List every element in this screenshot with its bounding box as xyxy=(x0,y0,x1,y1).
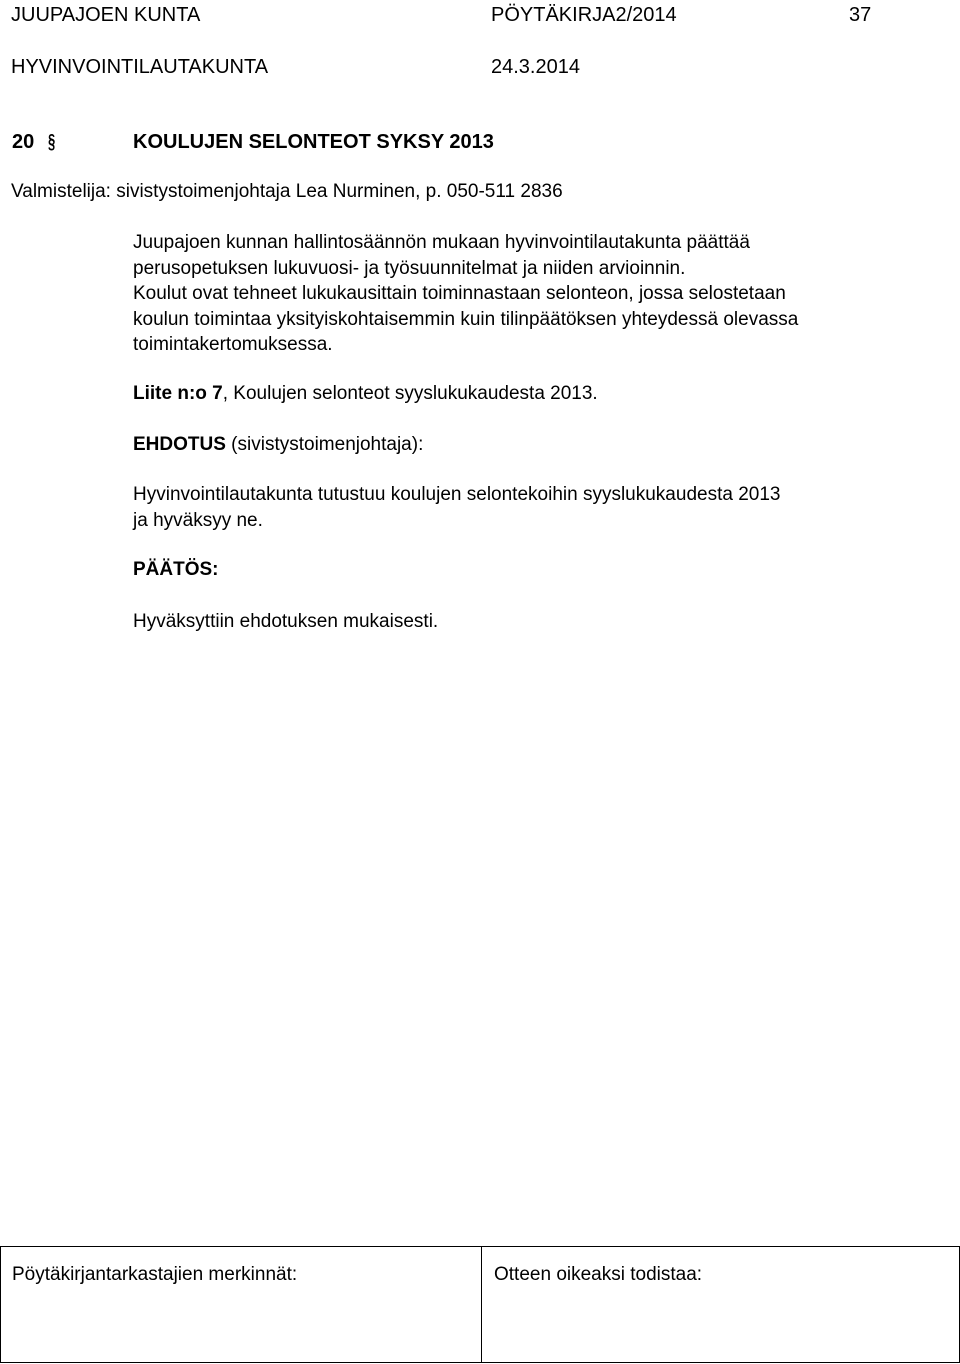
signature-box-divider xyxy=(481,1247,482,1362)
attachment-line xyxy=(133,381,933,407)
proposal-heading xyxy=(133,432,933,458)
section-number: 20 xyxy=(12,131,35,153)
board-name: HYVINVOINTILAUTAKUNTA xyxy=(11,56,269,78)
document-type: PÖYTÄKIRJA2/2014 xyxy=(491,4,677,26)
meeting-date: 24.3.2014 xyxy=(491,56,580,78)
proposal-line: ja hyväksyy ne. xyxy=(133,509,263,531)
signature-box xyxy=(0,1246,960,1363)
proposal-label: EHDOTUS xyxy=(133,434,226,455)
decision-label: PÄÄTÖS: xyxy=(133,559,219,580)
minutes-checkers-label: Pöytäkirjantarkastajien merkinnät: xyxy=(12,1264,298,1285)
intro-line: koulun toimintaa yksityiskohtaisemmin kuin tilinpäätöksen yhteydessä olevassa xyxy=(133,308,799,330)
intro-line: Juupajoen kunnan hallintosäännön mukaan hyvinvointilautakunta päättää xyxy=(133,232,750,253)
certified-copy-label: Otteen oikeaksi todistaa: xyxy=(494,1264,703,1285)
intro-paragraph xyxy=(133,230,933,358)
proposal-line: Hyvinvointilautakunta tutustuu koulujen selontekoihin syyslukukaudesta 2013 xyxy=(133,484,781,505)
intro-line: Koulut ovat tehneet lukukausittain toiminnastaan selonteon, jossa selostetaan xyxy=(133,283,786,304)
attachment-label: Liite n:o 7 xyxy=(133,383,223,404)
section-title: KOULUJEN SELONTEOT SYKSY 2013 xyxy=(133,131,494,153)
page-number: 37 xyxy=(849,4,872,26)
intro-line: toimintakertomuksessa. xyxy=(133,334,333,355)
section-sign: § xyxy=(48,131,56,153)
municipality-name: JUUPAJOEN KUNTA xyxy=(11,4,201,26)
preparer-line: Valmistelija: sivistystoimenjohtaja Lea Nurminen, p. 050-511 2836 xyxy=(11,181,563,202)
proposal-author: (sivistystoimenjohtaja): xyxy=(225,434,424,455)
intro-line: perusopetuksen lukuvuosi- ja työsuunnitelmat ja niiden arvioinnin. xyxy=(133,257,686,279)
attachment-text: , Koulujen selonteot syyslukukaudesta 2013. xyxy=(222,383,598,404)
proposal-text xyxy=(133,482,933,533)
decision-text: Hyväksyttiin ehdotuksen mukaisesti. xyxy=(133,611,439,632)
